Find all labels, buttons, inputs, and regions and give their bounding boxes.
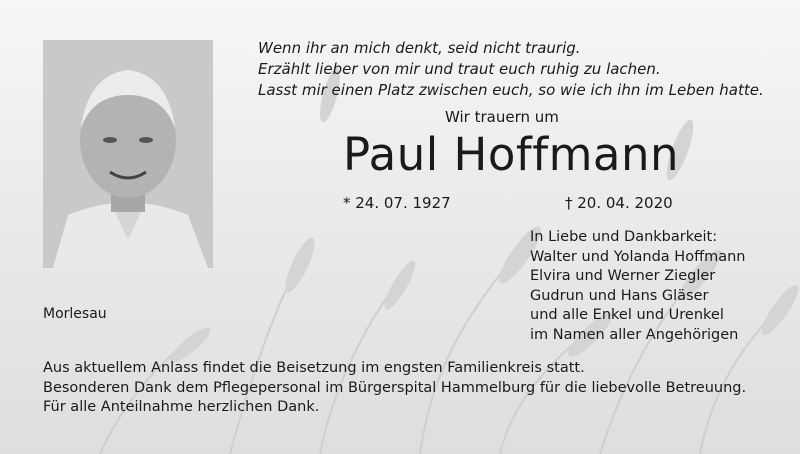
family-line: und alle Enkel und Urenkel: [530, 307, 724, 323]
family-line: Gudrun und Hans Gläser: [530, 287, 709, 304]
birth-date: * 24. 07. 1927: [343, 194, 451, 212]
poem-line: Lasst mir einen Platz zwischen euch, so wie ich ihn im Leben hatte.: [258, 81, 764, 99]
note-line: Für alle Anteilnahme herzlichen Dank.: [43, 399, 320, 415]
poem-line: Erzählt lieber von mir und traut euch ruhig zu lachen.: [258, 60, 661, 78]
poem: [258, 38, 764, 101]
death-date: † 20. 04. 2020: [565, 194, 673, 212]
family-line: Elvira und Werner Ziegler: [530, 268, 716, 284]
family-line: In Liebe und Dankbarkeit:: [530, 229, 718, 245]
note-line: Aus aktuellem Anlass findet die Beisetzung im engsten Familienkreis statt.: [43, 360, 585, 376]
family-line: im Namen aller Angehörigen: [530, 326, 739, 343]
deceased-name: Paul Hoffmann: [343, 128, 680, 181]
mourning-intro: Wir trauern um: [445, 108, 559, 126]
portrait-photo: [43, 40, 213, 268]
place-label: Morlesau: [43, 306, 107, 322]
portrait-photo-icon: [43, 40, 213, 268]
family-list: [530, 228, 745, 345]
poem-line: Wenn ihr an mich denkt, seid nicht traurig.: [258, 39, 581, 57]
family-line: Walter und Yolanda Hoffmann: [530, 248, 746, 265]
note-line: Besonderen Dank dem Pflegepersonal im Bürgerspital Hammelburg für die liebevolle Betreuung.: [43, 379, 747, 396]
closing-notes: [43, 359, 746, 418]
